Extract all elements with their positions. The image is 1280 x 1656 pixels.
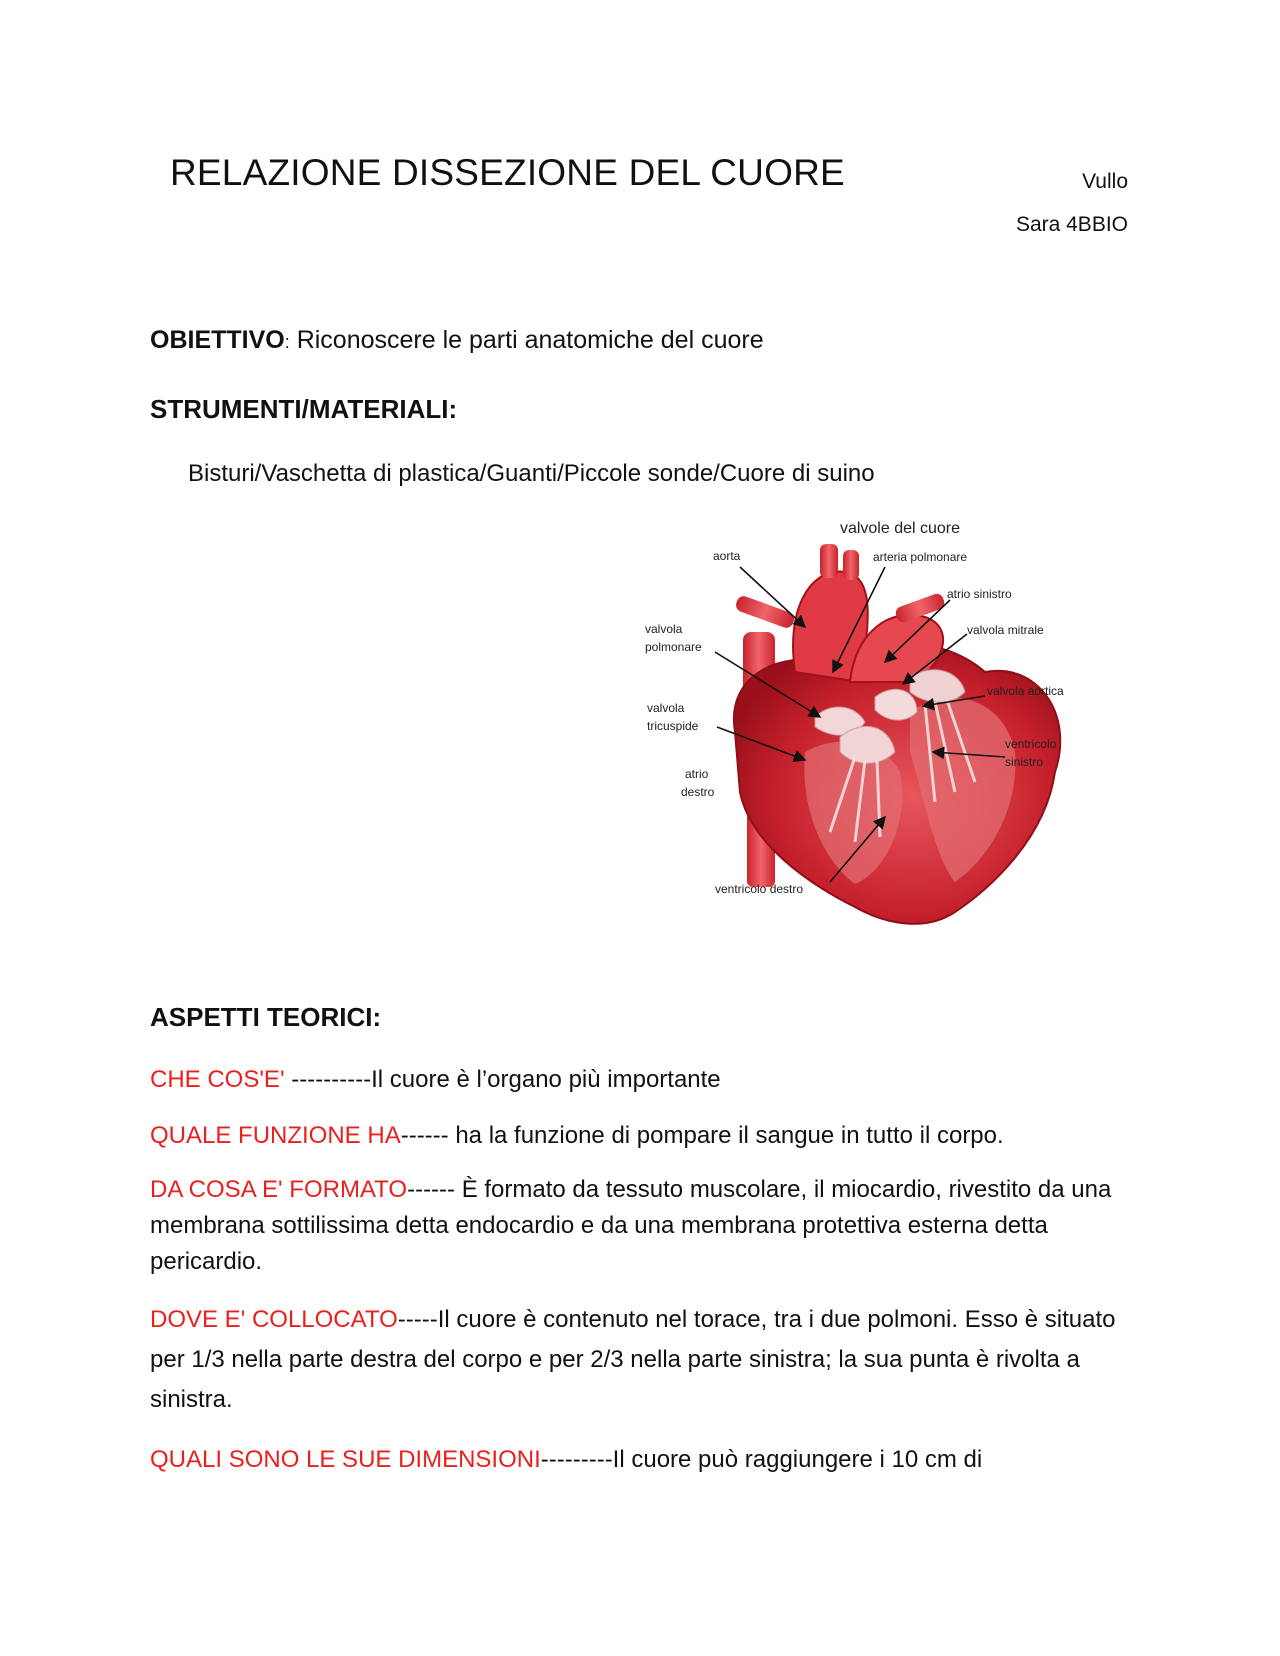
- label-right-atrium-1: atrio: [685, 767, 709, 781]
- materials-heading: STRUMENTI/MATERIALI:: [150, 394, 458, 424]
- aorta-branch-1: [820, 544, 838, 578]
- theory-label: DOVE E' COLLOCATO: [150, 1306, 398, 1333]
- label-right-atrium-2: destro: [681, 785, 715, 799]
- theory-text: -----Il cuore è contenuto nel torace, tra i due polmoni. Esso è situato per 1/3 nella parte destra del corpo e per 2/3 nella parte sinistra; la sua punta è rivolta a sinistra.: [150, 1306, 1116, 1413]
- document-title: RELAZIONE DISSEZIONE DEL CUORE: [170, 152, 845, 193]
- theory-text: ---------Il cuore può raggiungere i 10 cm di: [540, 1446, 983, 1473]
- theory-label: QUALE FUNZIONE HA: [150, 1122, 401, 1149]
- theory-text: ------ ha la funzione di pompare il sangue in tutto il corpo.: [400, 1122, 1004, 1149]
- theory-label: DA COSA E' FORMATO: [150, 1176, 408, 1203]
- theory-text: ------ È formato da tessuto muscolare, il miocardio, rivestito da una membrana sottilissima detta endocardio e da una membrana protettiva esterna detta pericardio.: [150, 1176, 1112, 1275]
- author-name-class: Sara 4BBIO: [1015, 213, 1128, 236]
- aorta-branch-2: [843, 550, 859, 580]
- label-pulmonary-artery: arteria polmonare: [873, 550, 968, 564]
- label-pulmonary-valve-1: valvola: [645, 622, 683, 636]
- label-aorta: aorta: [713, 549, 741, 563]
- theory-text: ----------Il cuore è l’organo più importante: [284, 1066, 721, 1093]
- theory-item-composition: [150, 1172, 1130, 1280]
- label-left-atrium: atrio sinistro: [947, 587, 1012, 601]
- theory-label: CHE COS'E': [150, 1066, 285, 1093]
- label-right-ventricle: ventricolo destro: [715, 882, 804, 896]
- label-tricuspid-valve-2: tricuspide: [647, 719, 699, 733]
- heart-diagram: [645, 512, 1155, 952]
- objective-label: OBIETTIVO: [150, 326, 285, 354]
- theory-item-location: [150, 1300, 1130, 1420]
- objective-text: Riconoscere le parti anatomiche del cuore: [289, 326, 764, 354]
- label-tricuspid-valve-1: valvola: [647, 701, 685, 715]
- theory-item-function: [150, 1118, 1130, 1154]
- theory-item-dimensions: [150, 1442, 1130, 1478]
- theory-label: QUALI SONO LE SUE DIMENSIONI: [150, 1446, 541, 1473]
- figure-caption: valvole del cuore: [839, 520, 961, 537]
- label-mitral-valve: valvola mitrale: [967, 623, 1044, 637]
- author-surname: Vullo: [1082, 170, 1128, 193]
- theory-item-what: [150, 1062, 1130, 1098]
- theory-heading: ASPETTI TEORICI:: [150, 1002, 382, 1032]
- pulmonary-branch-left: [734, 594, 796, 630]
- heart-illustration: [645, 512, 1155, 952]
- label-pulmonary-valve-2: polmonare: [645, 640, 702, 654]
- label-aortic-valve: valvola aortica: [987, 684, 1064, 698]
- label-left-ventricle-1: ventricolo: [1005, 737, 1057, 751]
- objective-line: [150, 326, 764, 355]
- objective-separator: :: [284, 332, 290, 352]
- materials-list: Bisturi/Vaschetta di plastica/Guanti/Piccole sonde/Cuore di suino: [188, 460, 875, 487]
- label-left-ventricle-2: sinistro: [1005, 755, 1044, 769]
